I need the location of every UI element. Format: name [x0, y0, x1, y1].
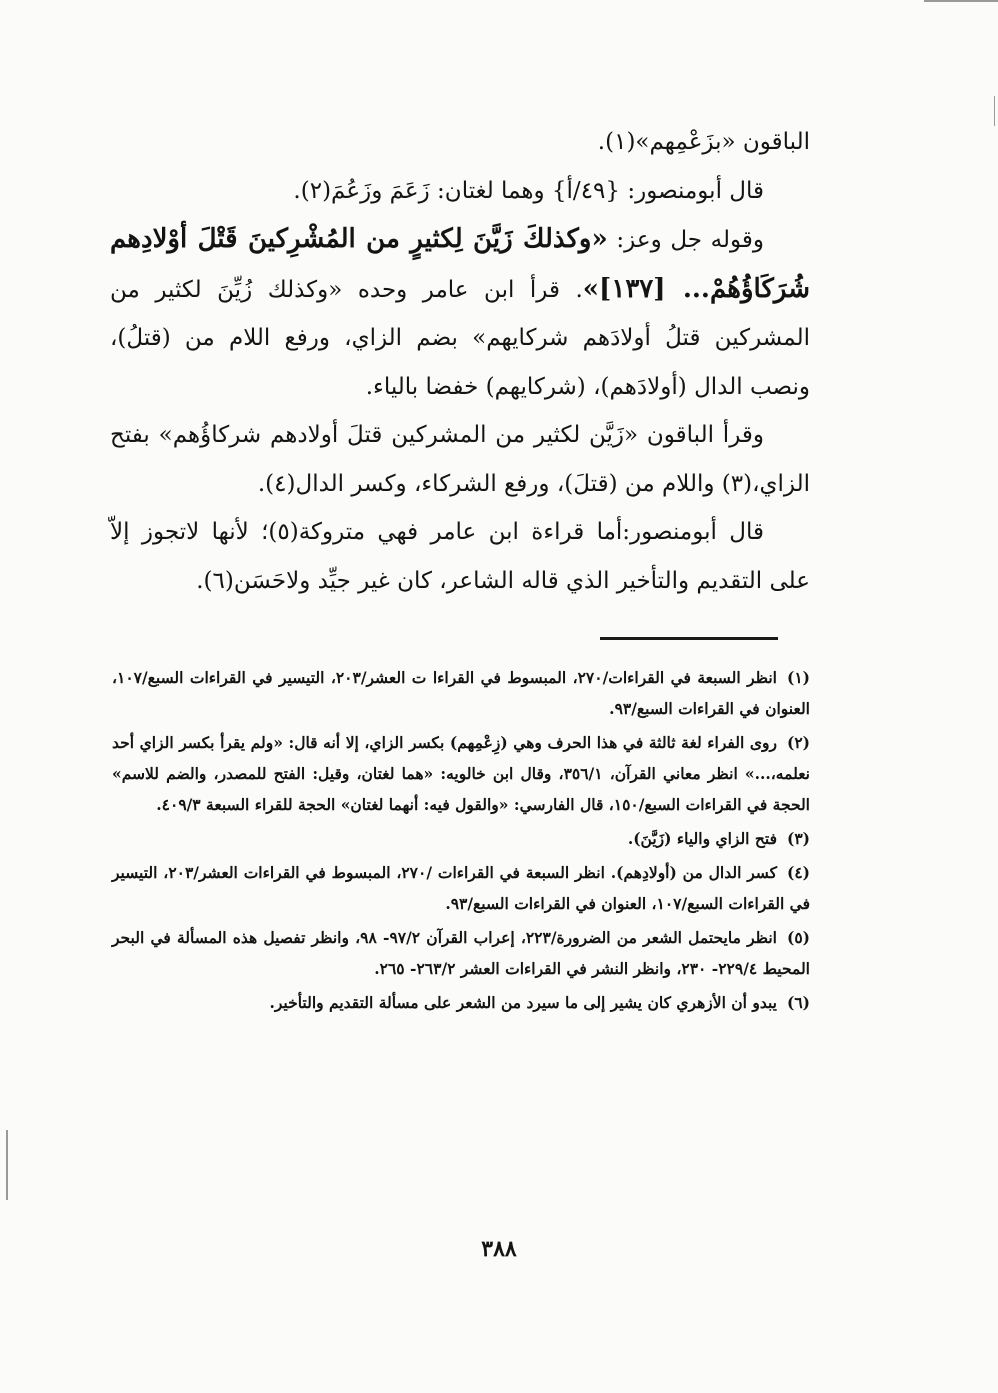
page-number: ٣٨٨: [481, 1236, 517, 1262]
main-paragraph-abu-mansur: قال أبومنصور:أما قراءة ابن عامر فهي متروكة(٥)؛ لأنها لاتجوز إلاّ على التقديم والتأخير الذي قاله الشاعر، كان غير جيِّد ولاحَسَن(٦).: [110, 519, 810, 594]
footnote-separator: [600, 637, 778, 640]
scan-edge-mark-top: [924, 0, 998, 2]
footnote-number: (٣): [786, 829, 810, 848]
verse-intro: وقوله جل وعز:: [607, 227, 764, 253]
footnote-6: [112, 987, 810, 1018]
footnote-text: انظر السبعة في القراءات/٢٧٠، المبسوط في القراءا ت العشر/٢٠٣، التيسير في القراءات السبع/١٠٧، العنوان في القراءات السبع/٩٣.: [112, 668, 810, 718]
main-paragraph-others: وقرأ الباقون «زَيَّن لكثير من المشركين قتلَ أولادهم شركاؤُهم» بفتح الزاي،(٣) واللام من (قتلَ)، ورفع الشركاء، وكسر الدال(٤).: [110, 422, 810, 497]
main-line-1: الباقون «بزَعْمِهم»(١).: [597, 129, 810, 155]
main-line-2: قال أبومنصور: {٤٩/أ} وهما لغتان: زَعَمَ وزَعُمَ(٢).: [293, 177, 764, 204]
footnote-text: روى الفراء لغة ثالثة في هذا الحرف وهي (زِعْمِهم) بكسر الزاي، إلا أنه قال: «ولم يقرأ بكسر الزاي أحد نعلمه،...» انظر معاني القرآن، ٣٥٦/١، وقال ابن خالويه: «هما لغتان، وقيل: الفتح للمصدر، والضم للاسم» الحجة في القراءات السبع/١٥٠، قال الفارسي: «والقول فيه: أنهما لغتان» الحجة للقراء السبعة ٤٠٩/٣.: [112, 733, 810, 814]
footnote-number: (١): [786, 668, 810, 687]
footnote-3: [112, 823, 810, 854]
main-paragraph-verse: [110, 215, 810, 411]
footnote-4: [112, 857, 810, 919]
footnote-number: (٢): [786, 733, 810, 752]
main-body-text: [110, 118, 810, 605]
footnote-text: انظر مايحتمل الشعر من الضرورة/٢٢٣، إعراب القرآن ٩٧/٢- ٩٨، وانظر تفصيل هذه المسألة في البحر المحيط ٢٢٩/٤- ٢٣٠، وانظر النشر في القراءات العشر ٢٦٣/٢- ٢٦٥.: [112, 928, 810, 978]
footnote-1: [112, 662, 810, 724]
quran-verse-quote: «وكذلكَ زَيَّنَ لِكثيرٍ من المُشْرِكينَ قَتْلَ أوْلادِهم شُرَكَاؤُهُمْ... [١٣٧]»: [110, 224, 810, 304]
footnote-number: (٤): [787, 863, 811, 882]
footnote-5: [112, 922, 810, 984]
scan-edge-mark-left: [6, 1130, 8, 1200]
footnote-2: [112, 727, 810, 820]
scan-edge-mark-right: [994, 96, 995, 126]
footnote-number: (٦): [786, 993, 810, 1012]
footnote-text: فتح الزاي والياء (زَيَّنَ).: [627, 829, 777, 848]
footnote-text: كسر الدال من (أولادِهم). انظر السبعة في القراءات /٢٧٠، المبسوط في القراءات العشر/٢٠٣، التيسير في القراءات السبع/١٠٧، العنوان في القراءات السبع/٩٣.: [112, 863, 810, 913]
footnotes: [112, 662, 810, 1021]
footnote-number: (٥): [786, 928, 810, 947]
verse-reading-ibn-amir: . قرأ ابن عامر وحده «وكذلك زُيِّنَ لكثير من المشركين قتلُ أولادَهم شركايهم» بضم الزاي، ورفع اللام من (قتلُ)، ونصب الدال (أولادَهم)، (شركايهم) خفضا بالياء.: [110, 276, 810, 400]
footnote-text: يبدو أن الأزهري كان يشير إلى ما سيرد من الشعر على مسألة التقديم والتأخير.: [269, 993, 777, 1012]
